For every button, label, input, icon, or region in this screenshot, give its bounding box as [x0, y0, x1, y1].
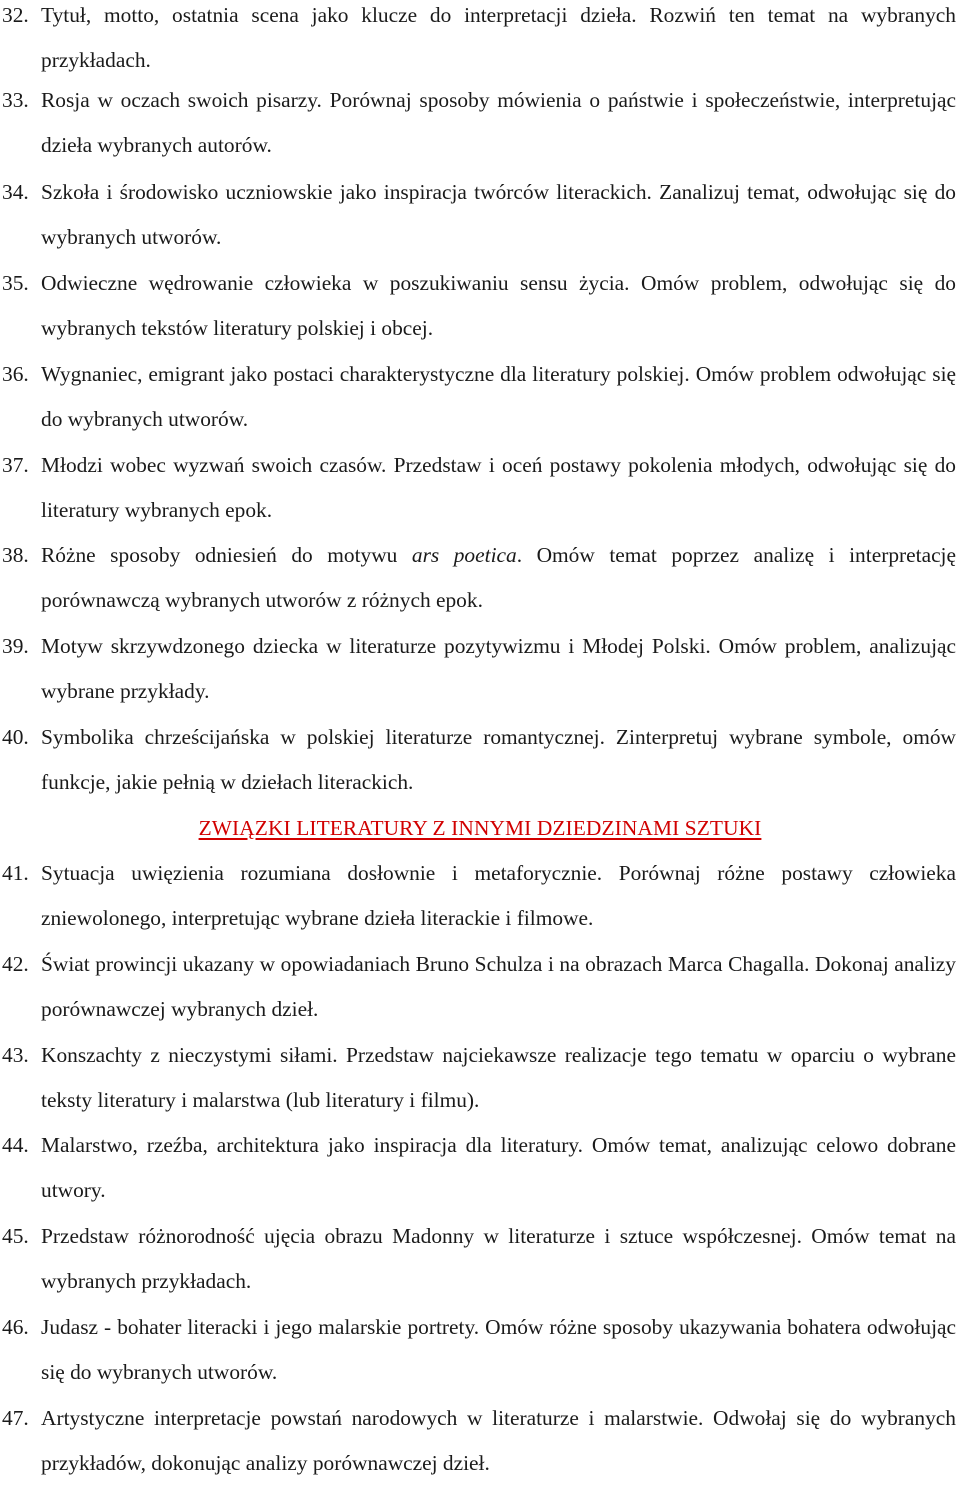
topic-text: Świat prowincji ukazany w opowiadaniach Bruno Schulza i na obrazach Marca Chagalla. Dokonaj analizy porównawczej wybranych dzieł. [41, 952, 956, 1022]
topic-number: 32. [2, 3, 29, 27]
topic-number: 43. [2, 1043, 29, 1067]
topic-text: Konszachty z nieczystymi siłami. Przedstaw najciekawsze realizacje tego tematu w oparciu o wybrane teksty literatury i malarstwa (lub literatury i filmu). [41, 1043, 956, 1113]
topic-text: Odwieczne wędrowanie człowieka w poszukiwaniu sensu życia. Omów problem, odwołując się do wybranych tekstów literatury polskiej i obcej. [41, 271, 956, 341]
topic-text-end: . Omów temat poprzez analizę i interpretację porównawczą wybranych utworów z różnych epok. [41, 543, 956, 613]
topic-number: 39. [2, 634, 29, 658]
topic-text-italic: ars poetica [411, 543, 517, 567]
topic-number: 44. [2, 1133, 29, 1157]
topic-text: Judasz - bohater literacki i jego malarskie portrety. Omów różne sposoby ukazywania bohatera odwołując się do wybranych utworów. [41, 1315, 956, 1385]
topic-text: Sytuacja uwięzienia rozumiana dosłownie i metaforycznie. Porównaj różne postawy człowieka zniewolonego, interpretując wybrane dzieła literackie i filmowe. [41, 861, 956, 931]
topic-text: Motyw skrzywdzonego dziecka w literaturze pozytywizmu i Młodej Polski. Omów problem, analizując wybrane przykłady. [41, 634, 956, 704]
topic-number: 35. [2, 271, 29, 295]
topic-35 [2, 261, 956, 352]
topic-text: Młodzi wobec wyzwań swoich czasów. Przedstaw i oceń postawy pokolenia młodych, odwołując się do literatury wybranych epok. [41, 453, 956, 523]
topic-44 [2, 1123, 956, 1214]
topic-number: 40. [2, 725, 29, 749]
topic-number: 46. [2, 1315, 29, 1339]
topic-38 [2, 533, 956, 624]
topic-37 [2, 443, 956, 534]
topic-36 [2, 352, 956, 443]
topic-text: Szkoła i środowisko uczniowskie jako inspiracja twórców literackich. Zanalizuj temat, odwołując się do wybranych utworów. [41, 180, 956, 250]
topic-40 [2, 715, 956, 806]
topic-number: 38. [2, 543, 29, 567]
topic-43 [2, 1033, 956, 1124]
topic-42 [2, 942, 956, 1033]
topic-number: 37. [2, 453, 29, 477]
topic-number: 36. [2, 362, 29, 386]
topic-33 [2, 78, 956, 169]
topic-text: Symbolika chrześcijańska w polskiej literaturze romantycznej. Zinterpretuj wybrane symbole, omów funkcje, jakie pełnią w dziełach literackich. [41, 725, 956, 795]
topic-text: Malarstwo, rzeźba, architektura jako inspiracja dla literatury. Omów temat, analizując celowo dobrane utwory. [41, 1133, 956, 1203]
topic-text-start: Różne sposoby odniesień do motywu [41, 543, 412, 567]
topic-text: Przedstaw różnorodność ujęcia obrazu Madonny w literaturze i sztuce współczesnej. Omów temat na wybranych przykładach. [41, 1224, 956, 1294]
topic-text: Rosja w oczach swoich pisarzy. Porównaj sposoby mówienia o państwie i społeczeństwie, interpretując dzieła wybranych autorów. [41, 88, 956, 158]
topic-34 [2, 170, 956, 261]
topic-46 [2, 1305, 956, 1396]
topic-41 [2, 851, 956, 942]
topic-text: Wygnaniec, emigrant jako postaci charakterystyczne dla literatury polskiej. Omów problem odwołując się do wybranych utworów. [41, 362, 956, 432]
topic-47 [2, 1396, 956, 1487]
topic-32 [2, 0, 956, 84]
topic-number: 47. [2, 1406, 29, 1430]
topic-number: 41. [2, 861, 29, 885]
section-heading: ZWIĄZKI LITERATURY Z INNYMI DZIEDZINAMI SZTUKI [198, 816, 762, 840]
topic-text: Artystyczne interpretacje powstań narodowych w literaturze i malarstwie. Odwołaj się do wybranych przykładów, dokonując analizy porównawczej dzieł. [41, 1406, 956, 1476]
topic-45 [2, 1214, 956, 1305]
topic-39 [2, 624, 956, 715]
topic-number: 33. [2, 88, 29, 112]
topic-number: 42. [2, 952, 29, 976]
topic-text [41, 533, 956, 624]
topic-number: 45. [2, 1224, 29, 1248]
topic-text: Tytuł, motto, ostatnia scena jako klucze do interpretacji dzieła. Rozwiń ten temat na wybranych przykładach. [41, 3, 956, 73]
topic-number: 34. [2, 180, 29, 204]
